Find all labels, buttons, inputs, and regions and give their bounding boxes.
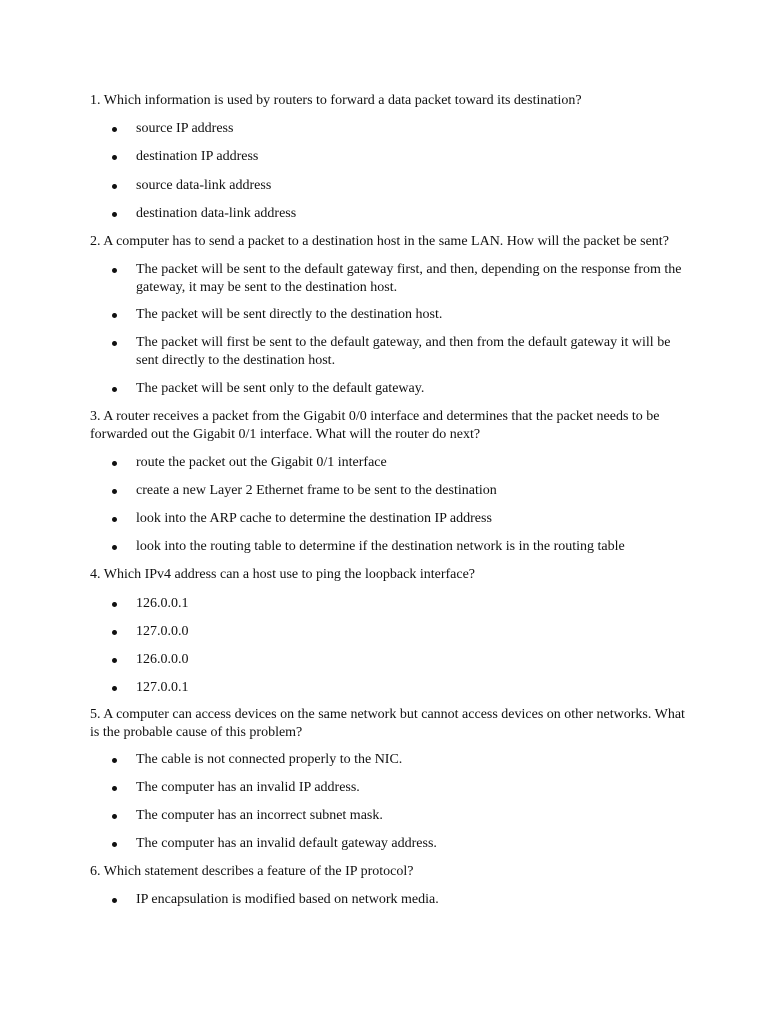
question-2-option-1: The packet will be sent to the default gateway first, and then, depending on the response from the gateway, it may be sent to the destination host. xyxy=(136,261,686,297)
question-3: 3. A router receives a packet from the Gigabit 0/0 interface and determines that the packet needs to be forwarded out the Gigabit 0/1 interface. What will the router do next? xyxy=(90,409,660,442)
question-4-option-3: 126.0.0.0 xyxy=(136,651,686,669)
bullet-icon xyxy=(112,898,117,903)
bullet-icon xyxy=(112,602,117,607)
bullet-icon xyxy=(112,184,117,189)
question-2-option-3: The packet will first be sent to the default gateway, and then from the default gateway it will be sent directly to the destination host. xyxy=(136,334,686,370)
question-1-option-4: destination data-link address xyxy=(136,205,686,223)
bullet-icon xyxy=(112,630,117,635)
bullet-icon xyxy=(112,489,117,494)
bullet-icon xyxy=(112,686,117,691)
question-4: 4. Which IPv4 address can a host use to ping the loopback interface? xyxy=(90,567,476,582)
bullet-icon xyxy=(112,461,117,466)
question-2-option-2: The packet will be sent directly to the destination host. xyxy=(136,306,686,324)
question-1-option-3: source data-link address xyxy=(136,177,686,195)
bullet-icon xyxy=(112,127,117,132)
question-5-option-1: The cable is not connected properly to the NIC. xyxy=(136,751,686,769)
bullet-icon xyxy=(112,155,117,160)
question-3-option-2: create a new Layer 2 Ethernet frame to be sent to the destination xyxy=(136,482,686,500)
bullet-icon xyxy=(112,212,117,217)
bullet-icon xyxy=(112,268,117,273)
question-1-option-1: source IP address xyxy=(136,120,686,138)
question-5-option-2: The computer has an invalid IP address. xyxy=(136,779,686,797)
question-6-option-1: IP encapsulation is modified based on network media. xyxy=(136,891,686,909)
question-1: 1. Which information is used by routers to forward a data packet toward its destination? xyxy=(90,93,582,108)
bullet-icon xyxy=(112,545,117,550)
bullet-icon xyxy=(112,387,117,392)
bullet-icon xyxy=(112,658,117,663)
bullet-icon xyxy=(112,786,117,791)
question-3-option-1: route the packet out the Gigabit 0/1 interface xyxy=(136,454,686,472)
question-5-option-3: The computer has an incorrect subnet mask. xyxy=(136,807,686,825)
question-3-option-3: look into the ARP cache to determine the destination IP address xyxy=(136,510,686,528)
question-5: 5. A computer can access devices on the same network but cannot access devices on other networks. What is the probable cause of this problem? xyxy=(90,707,685,740)
bullet-icon xyxy=(112,313,117,318)
question-2-option-4: The packet will be sent only to the default gateway. xyxy=(136,380,686,398)
question-5-option-4: The computer has an invalid default gateway address. xyxy=(136,835,686,853)
question-4-option-2: 127.0.0.0 xyxy=(136,623,686,641)
question-1-option-2: destination IP address xyxy=(136,148,686,166)
bullet-icon xyxy=(112,341,117,346)
question-2: 2. A computer has to send a packet to a destination host in the same LAN. How will the packet be sent? xyxy=(90,234,669,249)
question-3-option-4: look into the routing table to determine if the destination network is in the routing table xyxy=(136,538,686,556)
bullet-icon xyxy=(112,842,117,847)
question-4-option-1: 126.0.0.1 xyxy=(136,595,686,613)
question-4-option-4: 127.0.0.1 xyxy=(136,679,686,697)
bullet-icon xyxy=(112,758,117,763)
question-6: 6. Which statement describes a feature of the IP protocol? xyxy=(90,864,414,879)
bullet-icon xyxy=(112,814,117,819)
bullet-icon xyxy=(112,517,117,522)
